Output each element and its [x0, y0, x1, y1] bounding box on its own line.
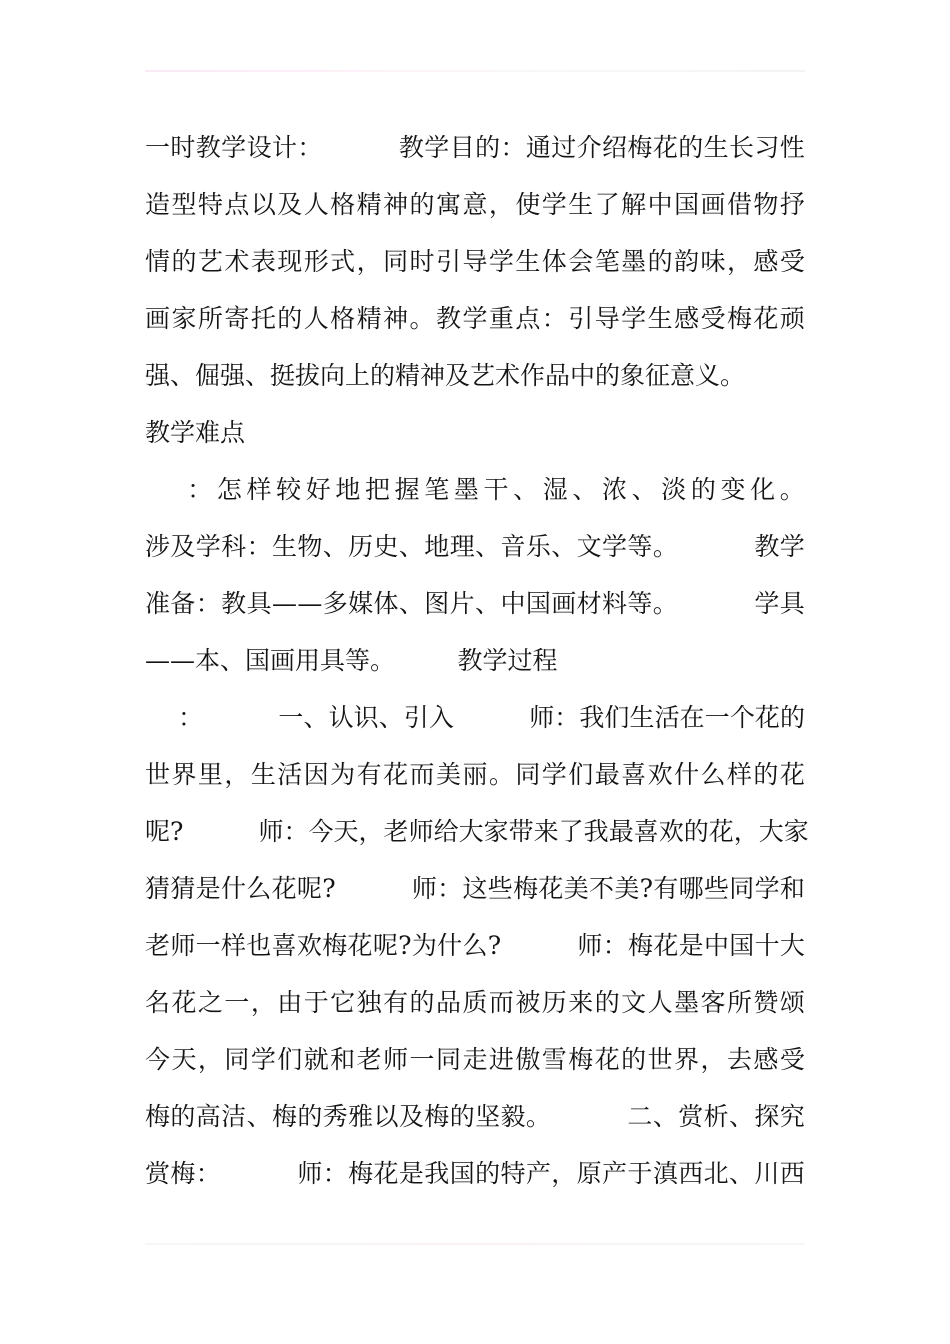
text-line-11: ： 一 、 认 识 、 引 入 师 ： 我 们 生 活 在 一 个 花 的	[178, 703, 805, 732]
text-line-2: 造 型 特 点 以 及 人 格 精 神 的 寓 意 ， 使 学 生 了 解 中 国 画 借 物 抒	[145, 190, 805, 219]
text-line-14: 猜 猜 是 什 么 花 呢 ? 师 ： 这 些 梅 花 美 不 美 ? 有 哪 些 同 学 和	[145, 874, 805, 903]
text-line-10: ——本、国画用具等。 教学过程	[145, 646, 558, 675]
text-line-18: 梅 的 高 洁 、 梅 的 秀 雅 以 及 梅 的 坚 毅 。 二 、 赏 析 、 探 究	[145, 1102, 805, 1131]
text-line-4: 画 家 所 寄 托 的 人 格 精 神 。 教 学 重 点 ： 引 导 学 生 感 受 梅 花 顽	[145, 304, 805, 333]
text-line-3: 情 的 艺 术 表 现 形 式 ， 同 时 引 导 学 生 体 会 笔 墨 的 韵 味 ， 感 受	[145, 247, 805, 276]
text-line-7: ： 怎 样 较 好 地 把 握 笔 墨 干 、 湿 、 浓 、 淡 的 变 化 。	[187, 475, 805, 504]
text-line-6: 教学难点	[145, 418, 246, 447]
text-line-8: 涉 及 学 科 ： 生 物 、 历 史 、 地 理 、 音 乐 、 文 学 等 。 教 学	[145, 532, 805, 561]
text-line-5: 强、倔强、挺拔向上的精神及艺术作品中的象征意义。	[145, 361, 746, 390]
text-line-1: 一 时 教 学 设 计 ： 教 学 目 的 ： 通 过 介 绍 梅 花 的 生 长 习 性	[145, 133, 805, 162]
text-line-19: 赏 梅 ： 师 ： 梅 花 是 我 国 的 特 产 ， 原 产 于 滇 西 北 、 川 西	[145, 1159, 805, 1188]
text-line-15: 老 师 一 样 也 喜 欢 梅 花 呢 ? 为 什 么 ? 师 ： 梅 花 是 中 国 十 大	[145, 931, 805, 960]
footer-rule	[145, 1243, 805, 1245]
text-line-12: 世 界 里 ， 生 活 因 为 有 花 而 美 丽 。 同 学 们 最 喜 欢 什 么 样 的 花	[145, 760, 805, 789]
text-line-13: 呢 ? 师 ： 今 天 ， 老 师 给 大 家 带 来 了 我 最 喜 欢 的 花 ， 大 家	[145, 817, 809, 846]
header-rule	[145, 70, 805, 72]
text-line-17: 今 天 ， 同 学 们 就 和 老 师 一 同 走 进 傲 雪 梅 花 的 世 界 ， 去 感 受	[145, 1045, 805, 1074]
text-line-9: 准 备 ： 教 具 — — 多 媒 体 、 图 片 、 中 国 画 材 料 等 。 学 具	[145, 589, 805, 618]
text-line-16: 名 花 之 一 ， 由 于 它 独 有 的 品 质 而 被 历 来 的 文 人 墨 客 所 赞 颂	[145, 988, 805, 1017]
